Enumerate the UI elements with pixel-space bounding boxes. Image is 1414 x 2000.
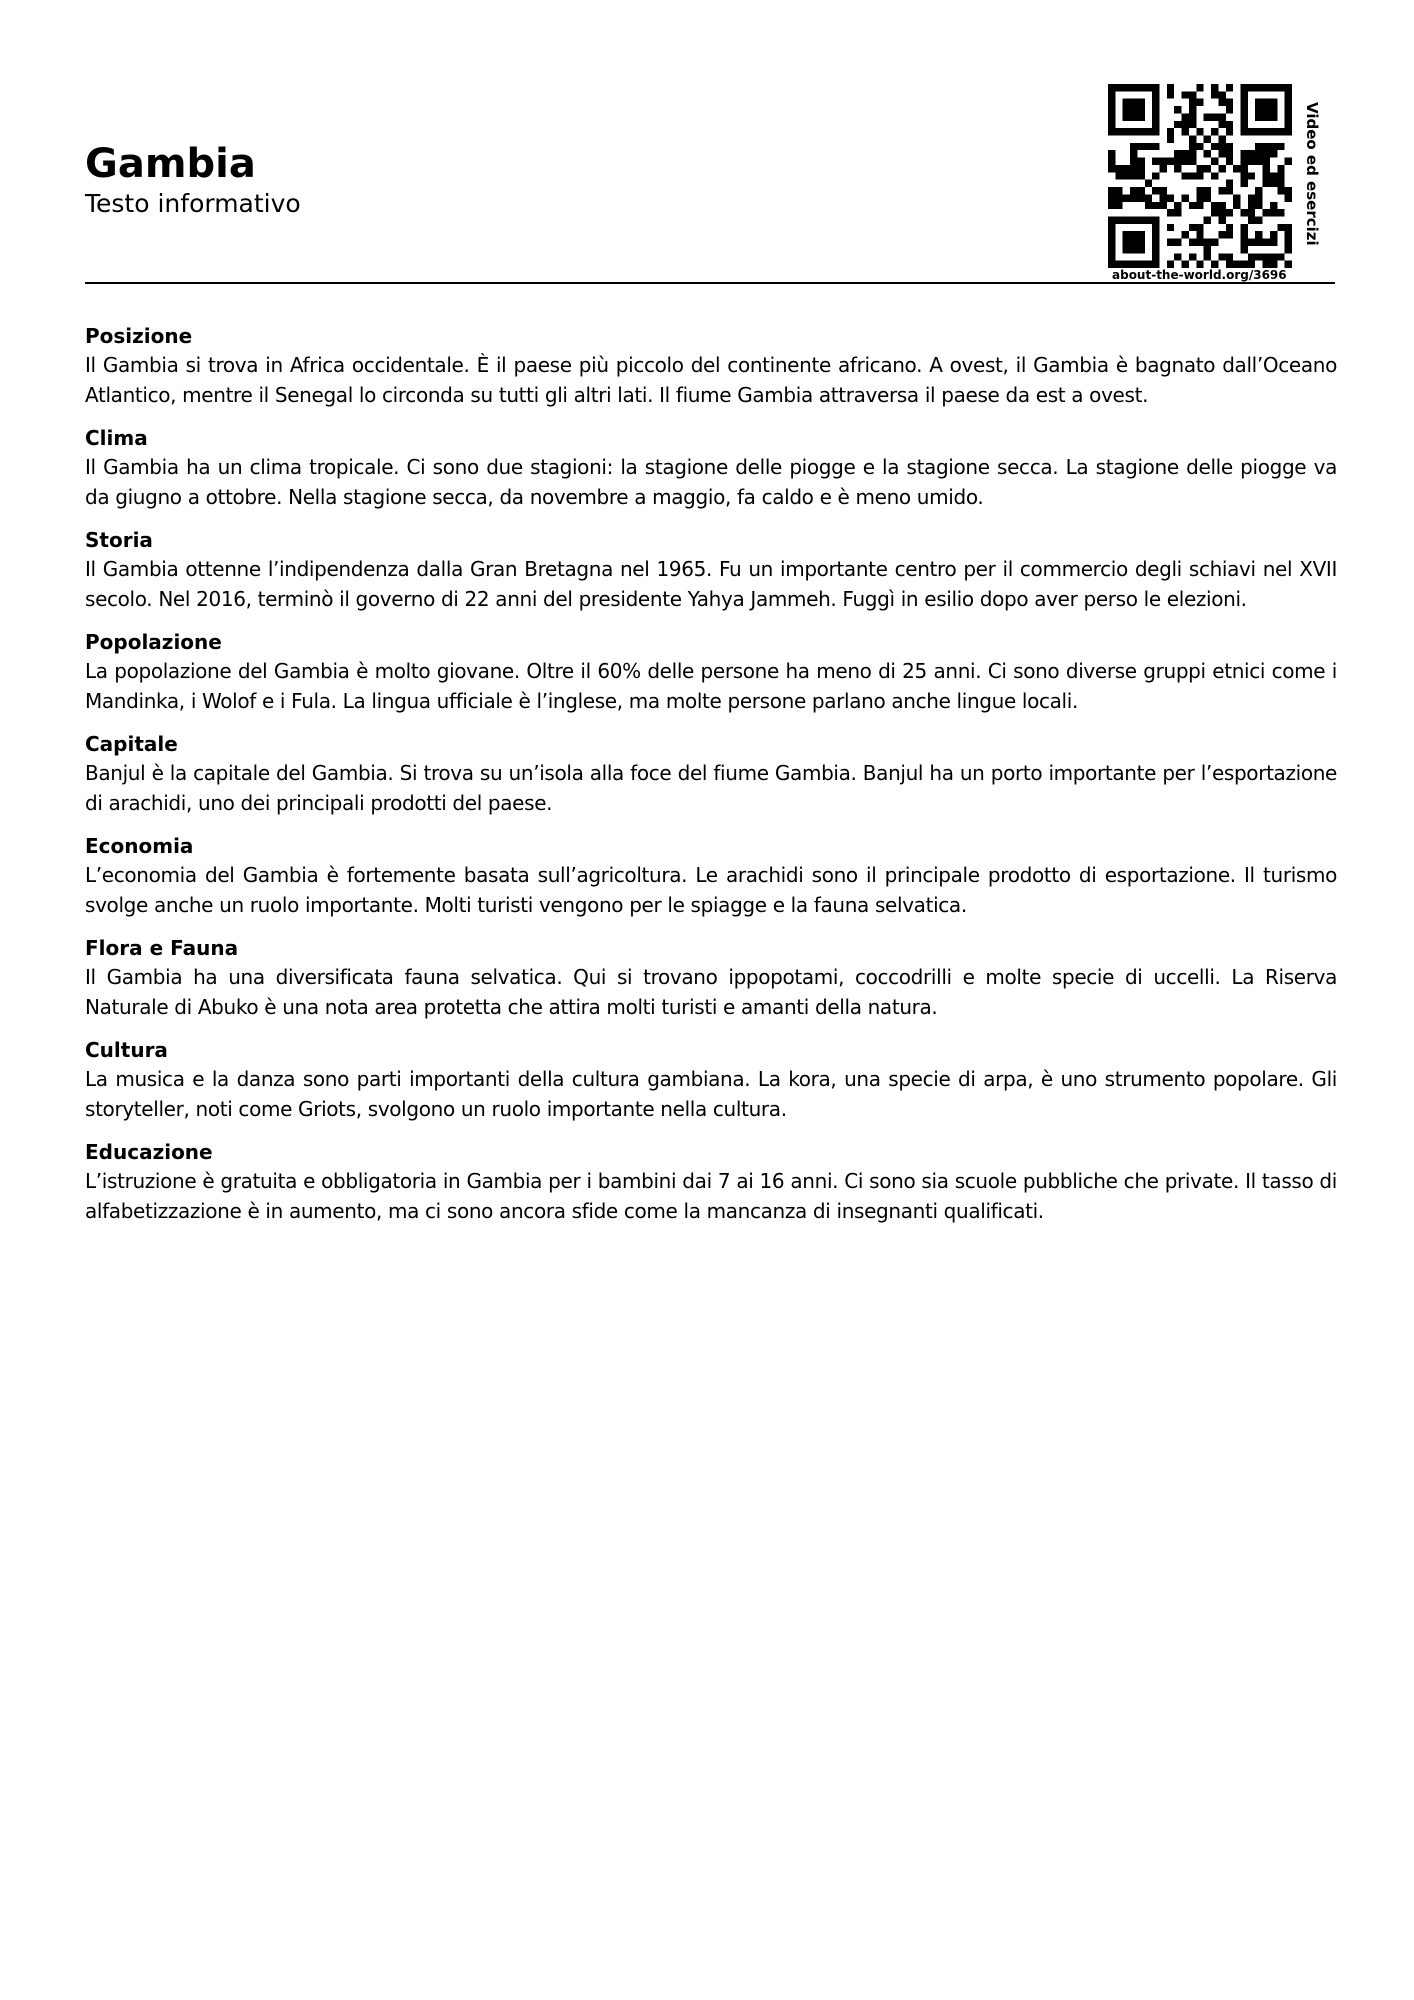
section-heading: Economia: [85, 834, 194, 858]
section-storia: [85, 526, 1337, 614]
section-posizione: [85, 322, 1337, 410]
section-heading: Clima: [85, 426, 148, 450]
section-paragraph: Banjul è la capitale del Gambia. Si trova su un’isola alla foce del fiume Gambia. Banjul ha un porto importante per l’esportazione di arachidi, uno dei principali prodotti del paese.: [85, 761, 1337, 815]
section-paragraph: Il Gambia ha una diversificata fauna selvatica. Qui si trovano ippopotami, coccodrilli e molte specie di uccelli. La Riserva Naturale di Abuko è una nota area protetta che attira molti turisti e amanti della natura.: [85, 965, 1337, 1019]
document-body: [85, 322, 1337, 1240]
section-paragraph: Il Gambia ottenne l’indipendenza dalla Gran Bretagna nel 1965. Fu un importante centro per il commercio degli schiavi nel XVII secolo. Nel 2016, terminò il governo di 22 anni del presidente Yahya Jammeh. Fuggì in esilio dopo aver perso le elezioni.: [85, 557, 1337, 611]
section-economia: [85, 832, 1337, 920]
qr-side-label: Video ed esercizi: [1303, 102, 1321, 246]
section-flora-e-fauna: [85, 934, 1337, 1022]
qr-code-icon[interactable]: [1108, 84, 1292, 268]
page-subtitle: Testo informativo: [85, 189, 301, 218]
section-paragraph: La musica e la danza sono parti importanti della cultura gambiana. La kora, una specie di arpa, è uno strumento popolare. Gli storyteller, noti come Griots, svolgono un ruolo importante nella cultura.: [85, 1067, 1337, 1121]
section-heading: Cultura: [85, 1038, 168, 1062]
section-heading: Educazione: [85, 1140, 213, 1164]
section-educazione: [85, 1138, 1337, 1226]
section-paragraph: Il Gambia si trova in Africa occidentale. È il paese più piccolo del continente africano. A ovest, il Gambia è bagnato dall’Oceano Atlantico, mentre il Senegal lo circonda su tutti gli altri lati. Il fiume Gambia attraversa il paese da est a ovest.: [85, 353, 1337, 407]
section-heading: Flora e Fauna: [85, 936, 239, 960]
page-title: Gambia: [85, 141, 256, 187]
section-cultura: [85, 1036, 1337, 1124]
section-heading: Posizione: [85, 324, 193, 348]
qr-code-block[interactable]: [1108, 84, 1294, 280]
section-capitale: [85, 730, 1337, 818]
header-divider: [85, 282, 1335, 284]
document-header: [85, 140, 1005, 220]
section-popolazione: [85, 628, 1337, 716]
section-paragraph: Il Gambia ha un clima tropicale. Ci sono due stagioni: la stagione delle piogge e la stagione secca. La stagione delle piogge va da giugno a ottobre. Nella stagione secca, da novembre a maggio, fa caldo e è meno umido.: [85, 455, 1337, 509]
section-heading: Popolazione: [85, 630, 222, 654]
section-paragraph: La popolazione del Gambia è molto giovane. Oltre il 60% delle persone ha meno di 25 anni. Ci sono diverse gruppi etnici come i Mandinka, i Wolof e i Fula. La lingua ufficiale è l’inglese, ma molte persone parlano anche lingue locali.: [85, 659, 1337, 713]
section-heading: Storia: [85, 528, 153, 552]
section-paragraph: L’istruzione è gratuita e obbligatoria in Gambia per i bambini dai 7 ai 16 anni. Ci sono sia scuole pubbliche che private. Il tasso di alfabetizzazione è in aumento, ma ci sono ancora sfide come la mancanza di insegnanti qualificati.: [85, 1169, 1337, 1223]
section-clima: [85, 424, 1337, 512]
section-heading: Capitale: [85, 732, 178, 756]
qr-link-text[interactable]: about-the-world.org/3696: [1112, 268, 1287, 282]
section-paragraph: L’economia del Gambia è fortemente basata sull’agricoltura. Le arachidi sono il principale prodotto di esportazione. Il turismo svolge anche un ruolo importante. Molti turisti vengono per le spiagge e la fauna selvatica.: [85, 863, 1337, 917]
